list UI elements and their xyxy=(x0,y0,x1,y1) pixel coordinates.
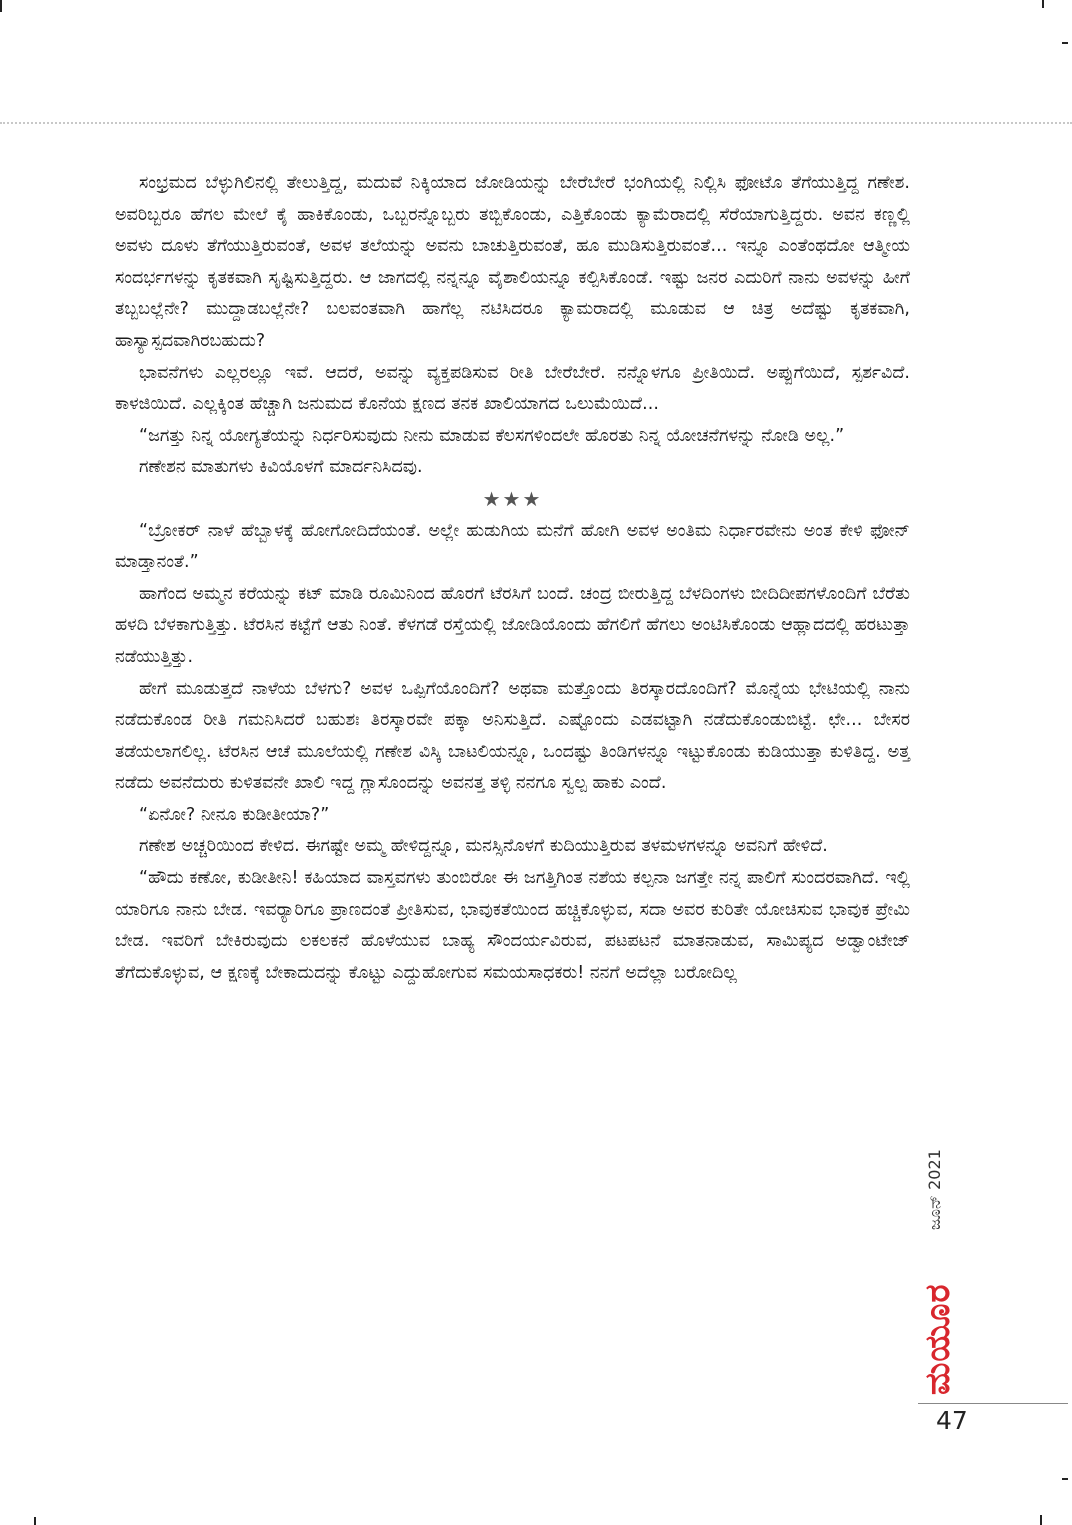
crop-mark-right-lower xyxy=(1062,1478,1068,1480)
issue-date: ಜೂನ್ 2021 xyxy=(925,1149,944,1230)
magazine-brand-logo: ಮಯೂರ xyxy=(918,1283,958,1395)
crop-mark-top-left xyxy=(0,0,2,12)
quote-paragraph: “ಬ್ರೋಕರ್ ನಾಳೆ ಹೆಬ್ಬಾಳಕ್ಕೆ ಹೋಗೋದಿದೆಯಂತೆ. ಅಲ್ಲೇ ಹುಡುಗಿಯ ಮನೆಗೆ ಹೋಗಿ ಅವಳ ಅಂತಿಮ ನಿರ್ಧಾರವೇನು ಅಂತ ಕೇಳಿ ಫೋನ್ ಮಾಡ್ತಾನಂತೆ.” xyxy=(115,520,910,573)
paragraph: ಸಂಭ್ರಮದ ಬೆಳ್ಳುಗಿಲಿನಲ್ಲಿ ತೇಲುತ್ತಿದ್ದ, ಮದುವೆ ನಿಕ್ಕಿಯಾದ ಜೋಡಿಯನ್ನು ಬೇರೆಬೇರೆ ಭಂಗಿಯಲ್ಲಿ ನಿಲ್ಲಿಸಿ ಫೋಟೊ ತೆಗೆಯುತ್ತಿದ್ದ ಗಣೇಶ. ಅವರಿಬ್ಬರೂ ಹೆಗಲ ಮೇಲೆ ಕೈ ಹಾಕಿಕೊಂಡು, ಒಬ್ಬರನ್ನೊಬ್ಬರು ತಬ್ಬಿಕೊಂಡು, ಎತ್ತಿಕೊಂಡು ಕ್ಯಾಮೆರಾದಲ್ಲಿ ಸೆರೆಯಾಗುತ್ತಿದ್ದರು. ಅವನ ಕಣ್ಣಲ್ಲಿ ಅವಳು ದೂಳು ತೆಗೆಯುತ್ತಿರುವಂತೆ, ಅವಳ ತಲೆಯನ್ನು ಅವನು ಬಾಚುತ್ತಿರುವಂತೆ, ಹೂ ಮುಡಿಸುತ್ತಿರುವಂತೆ... ಇನ್ನೂ ಎಂತೆಂಥದೋ ಆತ್ಮೀಯ ಸಂದರ್ಭಗಳನ್ನು ಕೃತಕವಾಗಿ ಸೃಷ್ಟಿಸುತ್ತಿದ್ದರು. ಆ ಜಾಗದಲ್ಲಿ ನನ್ನನ್ನೂ ವೈಶಾಲಿಯನ್ನೂ ಕಲ್ಪಿಸಿಕೊಂಡೆ. ಇಷ್ಟು ಜನರ ಎದುರಿಗೆ ನಾನು ಅವಳನ್ನು ಹೀಗೆ ತಬ್ಬಬಲ್ಲೆನೇ? ಮುದ್ದಾಡಬಲ್ಲೆನೇ? ಬಲವಂತವಾಗಿ ಹಾಗೆಲ್ಲ ನಟಿಸಿದರೂ ಕ್ಯಾಮರಾದಲ್ಲಿ ಮೂಡುವ ಆ ಚಿತ್ರ ಅದೆಷ್ಟು ಕೃತಕವಾಗಿ, ಹಾಸ್ಯಾಸ್ಪದವಾಗಿರಬಹುದು? xyxy=(115,173,910,351)
crop-mark-top-right xyxy=(1042,0,1044,8)
paragraph: ಹೇಗೆ ಮೂಡುತ್ತದೆ ನಾಳೆಯ ಬೆಳಗು? ಅವಳ ಒಪ್ಪಿಗೆಯೊಂದಿಗೆ? ಅಥವಾ ಮತ್ತೊಂದು ತಿರಸ್ಕಾರದೊಂದಿಗೆ? ಮೊನ್ನೆಯ ಭೇಟಿಯಲ್ಲಿ ನಾನು ನಡೆದುಕೊಂಡ ರೀತಿ ಗಮನಿಸಿದರೆ ಬಹುಶಃ ತಿರಸ್ಕಾರವೇ ಪಕ್ಕಾ ಅನಿಸುತ್ತಿದೆ. ಎಷ್ಟೊಂದು ಎಡವಟ್ಟಾಗಿ ನಡೆದುಕೊಂಡುಬಿಟ್ಟೆ. ಛೇ... ಬೇಸರ ತಡೆಯಲಾಗಲಿಲ್ಲ. ಟೆರಸಿನ ಆಚೆ ಮೂಲೆಯಲ್ಲಿ ಗಣೇಶ ವಿಸ್ಕಿ ಬಾಟಲಿಯನ್ನೂ, ಒಂದಷ್ಟು ತಿಂಡಿಗಳನ್ನೂ ಇಟ್ಟುಕೊಂಡು ಕುಡಿಯುತ್ತಾ ಕುಳಿತಿದ್ದ. ಅತ್ತ ನಡೆದು ಅವನೆದುರು ಕುಳಿತವನೇ ಖಾಲಿ ಇದ್ದ ಗ್ಲಾಸೊಂದನ್ನು ಅವನತ್ತ ತಳ್ಳಿ ನನಗೂ ಸ್ವಲ್ಪ ಹಾಕು ಎಂದೆ. xyxy=(115,678,910,794)
crop-mark-bottom-right xyxy=(1040,1515,1042,1525)
paragraph: ಹಾಗೆಂದ ಅಮ್ಮನ ಕರೆಯನ್ನು ಕಟ್ ಮಾಡಿ ರೂಮಿನಿಂದ ಹೊರಗೆ ಟೆರಸಿಗೆ ಬಂದೆ. ಚಂದ್ರ ಬೀರುತ್ತಿದ್ದ ಬೆಳದಿಂಗಳು ಬೀದಿದೀಪಗಳೊಂದಿಗೆ ಬೆರೆತು ಹಳದಿ ಬೆಳಕಾಗುತ್ತಿತ್ತು. ಟೆರಸಿನ ಕಟ್ಟೆಗೆ ಆತು ನಿಂತೆ. ಕೆಳಗಡೆ ರಸ್ತೆಯಲ್ಲಿ ಜೋಡಿಯೊಂದು ಹೆಗಲಿಗೆ ಹೆಗಲು ಅಂಟಿಸಿಕೊಂಡು ಆಹ್ಲಾದದಲ್ಲಿ ಹರಟುತ್ತಾ ನಡೆಯುತ್ತಿತ್ತು. xyxy=(115,583,910,667)
quote-paragraph: “ಏನೋ? ನೀನೂ ಕುಡೀತೀಯಾ?” xyxy=(139,804,330,825)
article-body xyxy=(115,168,910,989)
paragraph: ಗಣೇಶನ ಮಾತುಗಳು ಕಿವಿಯೊಳಗೆ ಮಾರ್ದನಿಸಿದವು. xyxy=(139,457,423,478)
paragraph: ಭಾವನೆಗಳು ಎಲ್ಲರಲ್ಲೂ ಇವೆ. ಆದರೆ, ಅವನ್ನು ವ್ಯಕ್ತಪಡಿಸುವ ರೀತಿ ಬೇರೆಬೇರೆ. ನನ್ನೊಳಗೂ ಪ್ರೀತಿಯಿದೆ. ಅಪ್ಪುಗೆಯಿದೆ, ಸ್ಪರ್ಶವಿದೆ. ಕಾಳಜಿಯಿದೆ. ಎಲ್ಲಕ್ಕಿಂತ ಹೆಚ್ಚಾಗಿ ಜನುಮದ ಕೊನೆಯ ಕ್ಷಣದ ತನಕ ಖಾಲಿಯಾಗದ ಒಲುಮೆಯಿದೆ... xyxy=(115,362,910,415)
section-separator: ★★★ xyxy=(482,486,543,511)
header-dotted-rule xyxy=(0,122,1072,124)
paragraph: ಗಣೇಶ ಅಚ್ಚರಿಯಿಂದ ಕೇಳಿದ. ಈಗಷ್ಟೇ ಅಮ್ಮ ಹೇಳಿದ್ದನ್ನೂ, ಮನಸ್ಸಿನೊಳಗೆ ಕುದಿಯುತ್ತಿರುವ ತಳಮಳಗಳನ್ನೂ ಅವನಿಗೆ ಹೇಳಿದೆ. xyxy=(139,836,828,857)
crop-mark-bottom-left xyxy=(34,1517,36,1525)
footer-rule xyxy=(918,1403,1068,1404)
crop-mark-right-upper xyxy=(1062,42,1068,44)
quote-paragraph: “ಜಗತ್ತು ನಿನ್ನ ಯೋಗ್ಯತೆಯನ್ನು ನಿರ್ಧರಿಸುವುದು ನೀನು ಮಾಡುವ ಕೆಲಸಗಳಿಂದಲೇ ಹೊರತು ನಿನ್ನ ಯೋಚನೆಗಳನ್ನು ನೋಡಿ ಅಲ್ಲ.” xyxy=(139,425,845,446)
quote-paragraph: “ಹೌದು ಕಣೋ, ಕುಡೀತೀನಿ! ಕಹಿಯಾದ ವಾಸ್ತವಗಳು ತುಂಬಿರೋ ಈ ಜಗತ್ತಿಗಿಂತ ನಶೆಯ ಕಲ್ಪನಾ ಜಗತ್ತೇ ನನ್ನ ಪಾಲಿಗೆ ಸುಂದರವಾಗಿದೆ. ಇಲ್ಲಿ ಯಾರಿಗೂ ನಾನು ಬೇಡ. ಇವರ್‍ಯಾರಿಗೂ ಪ್ರಾಣದಂತೆ ಪ್ರೀತಿಸುವ, ಭಾವುಕತೆಯಿಂದ ಹಚ್ಚಿಕೊಳ್ಳುವ, ಸದಾ ಅವರ ಕುರಿತೇ ಯೋಚಿಸುವ ಭಾವುಕ ಪ್ರೇಮಿ ಬೇಡ. ಇವರಿಗೆ ಬೇಕಿರುವುದು ಲಕಲಕನೆ ಹೊಳೆಯುವ ಬಾಹ್ಯ ಸೌಂದರ್ಯವಿರುವ, ಪಟಪಟನೆ ಮಾತನಾಡುವ, ಸಾಮಿಪ್ಯದ ಅಡ್ವಾಂಟೇಜ್ ತೆಗೆದುಕೊಳ್ಳುವ, ಆ ಕ್ಷಣಕ್ಕೆ ಬೇಕಾದುದನ್ನು ಕೊಟ್ಟು ಎದ್ದುಹೋಗುವ ಸಮಯಸಾಧಕರು! ನನಗೆ ಅದೆಲ್ಲಾ ಬರೋದಿಲ್ಲ xyxy=(115,868,910,983)
page-number: 47 xyxy=(936,1406,968,1435)
